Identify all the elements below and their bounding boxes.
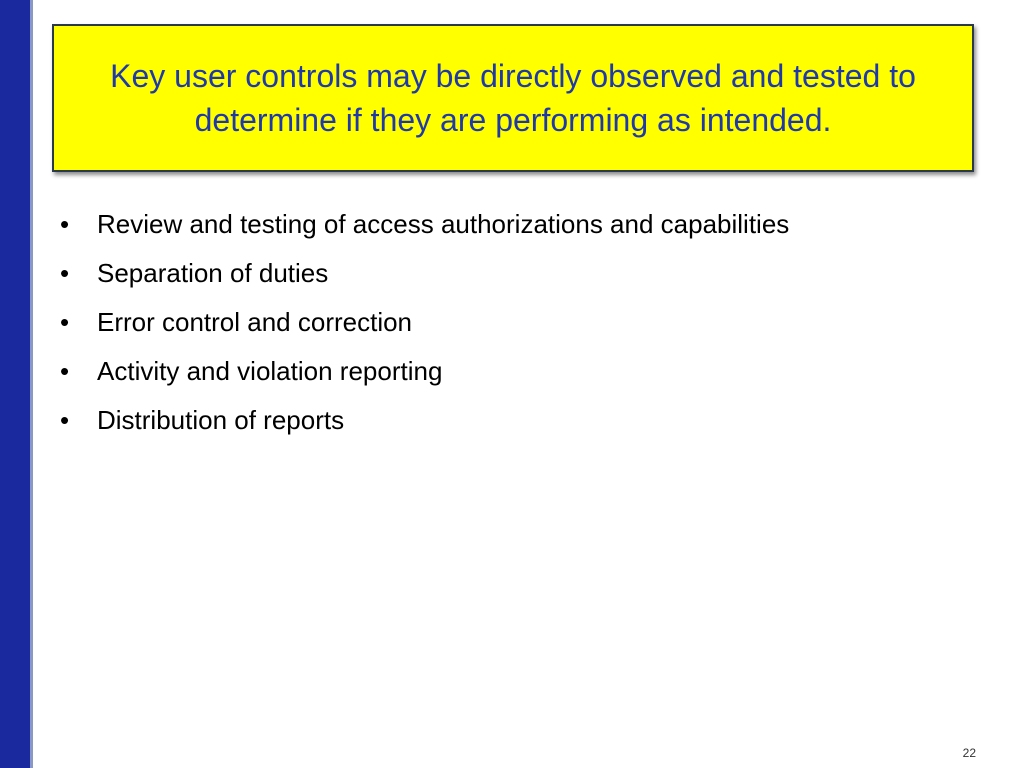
bullet-text: Review and testing of access authorizations and capabilities (97, 209, 790, 239)
list-item (56, 200, 789, 249)
bullet-text: Separation of duties (97, 258, 329, 288)
list-item (56, 249, 789, 298)
bullet-icon: • (60, 356, 70, 386)
bullet-icon: • (60, 209, 70, 239)
bullet-text: Error control and correction (97, 307, 413, 337)
title-box (52, 24, 974, 172)
slide-title: Key user controls may be directly observed and tested to determine if they are performing as intended. (110, 58, 916, 138)
bullet-text: Activity and violation reporting (97, 356, 443, 386)
bullet-list (56, 200, 789, 445)
list-item (56, 298, 789, 347)
list-item (56, 347, 789, 396)
bullet-icon: • (60, 405, 70, 435)
side-accent-bar (0, 0, 33, 768)
bullet-icon: • (60, 307, 70, 337)
page-number: 22 (962, 746, 976, 760)
bullet-icon: • (60, 258, 70, 288)
list-item (56, 396, 789, 445)
bullet-text: Distribution of reports (97, 405, 345, 435)
